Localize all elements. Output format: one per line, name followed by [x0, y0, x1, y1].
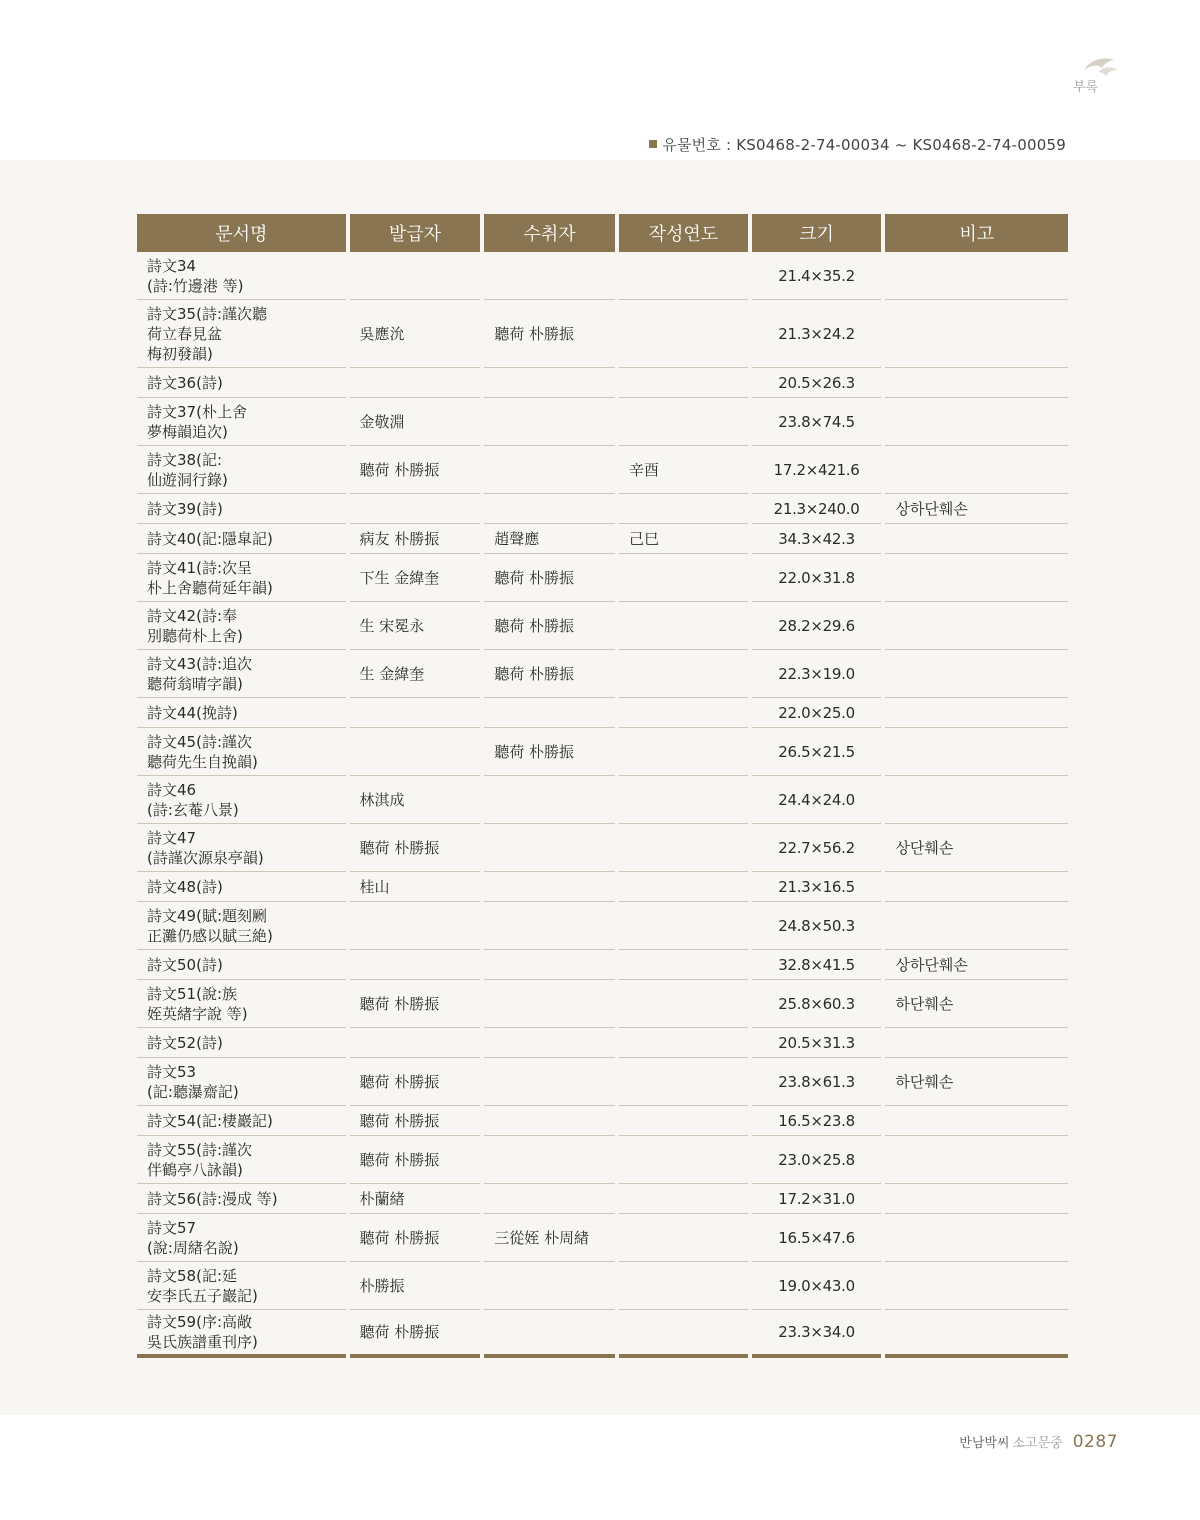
cell-size: 20.5×31.3 [752, 1028, 882, 1058]
cell-note [885, 252, 1068, 300]
cell-issuer [350, 1028, 481, 1058]
cell-size: 21.4×35.2 [752, 252, 882, 300]
table-row [137, 446, 1068, 494]
header-year: 작성연도 [619, 214, 748, 252]
cell-recipient [484, 950, 615, 980]
cell-document-name: 詩文34 (詩:竹邊港 等) [137, 252, 346, 300]
cell-document-name: 詩文58(記:延 安李氏五子巖記) [137, 1262, 346, 1310]
cell-size: 23.3×34.0 [752, 1310, 882, 1358]
table-row [137, 602, 1068, 650]
artifact-id-text: 유물번호 : KS0468-2-74-00034 ~ KS0468-2-74-00059 [662, 136, 1066, 154]
cell-year [619, 950, 748, 980]
cell-year [619, 1106, 748, 1136]
bullet-square-icon [649, 140, 657, 148]
cell-issuer: 林淇成 [350, 776, 481, 824]
cell-document-name: 詩文45(詩:謹次 聽荷先生自挽韻) [137, 728, 346, 776]
cell-recipient [484, 1058, 615, 1106]
cell-issuer: 聽荷 朴勝振 [350, 1106, 481, 1136]
table-row [137, 776, 1068, 824]
cell-document-name: 詩文53 (記:聽瀑齋記) [137, 1058, 346, 1106]
cell-document-name: 詩文38(記: 仙遊洞行錄) [137, 446, 346, 494]
table-row [137, 902, 1068, 950]
cell-document-name: 詩文54(記:棲巖記) [137, 1106, 346, 1136]
cell-issuer [350, 698, 481, 728]
cell-note [885, 398, 1068, 446]
cell-size: 17.2×31.0 [752, 1184, 882, 1214]
cell-year [619, 824, 748, 872]
header-size: 크기 [752, 214, 882, 252]
cell-year [619, 1262, 748, 1310]
cell-document-name: 詩文46 (詩:玄菴八景) [137, 776, 346, 824]
document-table [137, 214, 1068, 1358]
cell-size: 17.2×421.6 [752, 446, 882, 494]
cell-year [619, 602, 748, 650]
table-row [137, 824, 1068, 872]
cell-recipient [484, 368, 615, 398]
header-recipient: 수취자 [484, 214, 615, 252]
cell-recipient [484, 698, 615, 728]
cell-recipient [484, 1106, 615, 1136]
header-note: 비고 [885, 214, 1068, 252]
cell-note: 하단훼손 [885, 1058, 1068, 1106]
cell-issuer: 聽荷 朴勝振 [350, 980, 481, 1028]
cell-recipient: 聽荷 朴勝振 [484, 554, 615, 602]
cell-year [619, 252, 748, 300]
table-row [137, 728, 1068, 776]
bird-logo-icon [1080, 52, 1120, 78]
table-row [137, 1136, 1068, 1184]
cell-year [619, 1058, 748, 1106]
cell-note: 상단훼손 [885, 824, 1068, 872]
cell-size: 24.8×50.3 [752, 902, 882, 950]
table-row [137, 980, 1068, 1028]
cell-note [885, 902, 1068, 950]
cell-recipient [484, 902, 615, 950]
cell-recipient [484, 1262, 615, 1310]
cell-document-name: 詩文52(詩) [137, 1028, 346, 1058]
book-subtitle: 소고문중 [1012, 1436, 1063, 1451]
cell-recipient: 三從姪 朴周緖 [484, 1214, 615, 1262]
book-title: 반남박씨 [959, 1436, 1010, 1451]
cell-document-name: 詩文44(挽詩) [137, 698, 346, 728]
header-issuer: 발급자 [350, 214, 481, 252]
cell-issuer: 生 金緯奎 [350, 650, 481, 698]
cell-size: 24.4×24.0 [752, 776, 882, 824]
cell-size: 25.8×60.3 [752, 980, 882, 1028]
cell-note [885, 524, 1068, 554]
cell-size: 16.5×47.6 [752, 1214, 882, 1262]
cell-size: 21.3×240.0 [752, 494, 882, 524]
cell-issuer: 吳應沇 [350, 300, 481, 368]
cell-document-name: 詩文55(詩:謹次 伴鶴亭八詠韻) [137, 1136, 346, 1184]
table-row [137, 1262, 1068, 1310]
header-document-name: 문서명 [137, 214, 346, 252]
table-row [137, 494, 1068, 524]
cell-issuer [350, 728, 481, 776]
cell-size: 26.5×21.5 [752, 728, 882, 776]
table-row [137, 872, 1068, 902]
artifact-id-range [649, 134, 1066, 155]
cell-size: 23.8×74.5 [752, 398, 882, 446]
cell-year: 辛酉 [619, 446, 748, 494]
cell-document-name: 詩文39(詩) [137, 494, 346, 524]
cell-recipient: 趙聲應 [484, 524, 615, 554]
cell-recipient: 聽荷 朴勝振 [484, 602, 615, 650]
cell-year: 己巳 [619, 524, 748, 554]
cell-note [885, 1136, 1068, 1184]
table-row [137, 524, 1068, 554]
cell-year [619, 300, 748, 368]
cell-document-name: 詩文41(詩:次呈 朴上舍聽荷延年韻) [137, 554, 346, 602]
cell-document-name: 詩文37(朴上舍 夢梅韻追次) [137, 398, 346, 446]
cell-size: 34.3×42.3 [752, 524, 882, 554]
cell-recipient [484, 494, 615, 524]
cell-year [619, 554, 748, 602]
cell-size: 23.8×61.3 [752, 1058, 882, 1106]
cell-year [619, 1214, 748, 1262]
table-row [137, 1310, 1068, 1358]
cell-year [619, 902, 748, 950]
table-row [137, 1214, 1068, 1262]
cell-issuer [350, 494, 481, 524]
cell-issuer [350, 252, 481, 300]
cell-issuer: 生 宋冕永 [350, 602, 481, 650]
cell-note [885, 1262, 1068, 1310]
cell-issuer: 朴勝振 [350, 1262, 481, 1310]
cell-size: 22.0×31.8 [752, 554, 882, 602]
cell-document-name: 詩文42(詩:奉 別聽荷朴上舍) [137, 602, 346, 650]
cell-note [885, 698, 1068, 728]
cell-document-name: 詩文49(賦:題刻劂 正灘仍感以賦三絶) [137, 902, 346, 950]
cell-recipient [484, 872, 615, 902]
table-row [137, 300, 1068, 368]
cell-note [885, 650, 1068, 698]
page-number: 0287 [1072, 1432, 1118, 1452]
cell-year [619, 1028, 748, 1058]
cell-note [885, 368, 1068, 398]
cell-document-name: 詩文36(詩) [137, 368, 346, 398]
cell-document-name: 詩文40(記:隱皐記) [137, 524, 346, 554]
cell-note [885, 872, 1068, 902]
cell-document-name: 詩文47 (詩謹次源泉亭韻) [137, 824, 346, 872]
cell-note [885, 300, 1068, 368]
cell-recipient [484, 1310, 615, 1358]
cell-issuer: 聽荷 朴勝振 [350, 824, 481, 872]
cell-size: 21.3×16.5 [752, 872, 882, 902]
cell-note [885, 554, 1068, 602]
cell-recipient [484, 252, 615, 300]
table-row [137, 252, 1068, 300]
cell-size: 32.8×41.5 [752, 950, 882, 980]
cell-note [885, 1028, 1068, 1058]
cell-note [885, 728, 1068, 776]
cell-note [885, 1214, 1068, 1262]
cell-note: 하단훼손 [885, 980, 1068, 1028]
cell-issuer: 聽荷 朴勝振 [350, 1058, 481, 1106]
cell-size: 16.5×23.8 [752, 1106, 882, 1136]
section-label: 부록 [1073, 80, 1099, 95]
cell-year [619, 398, 748, 446]
cell-recipient [484, 776, 615, 824]
cell-recipient: 聽荷 朴勝振 [484, 650, 615, 698]
table-row [137, 554, 1068, 602]
cell-year [619, 1136, 748, 1184]
cell-year [619, 650, 748, 698]
cell-document-name: 詩文59(序:高敞 吳氏族譜重刊序) [137, 1310, 346, 1358]
cell-issuer: 朴蘭緖 [350, 1184, 481, 1214]
cell-document-name: 詩文50(詩) [137, 950, 346, 980]
cell-document-name: 詩文43(詩:追次 聽荷翁晴字韻) [137, 650, 346, 698]
cell-size: 21.3×24.2 [752, 300, 882, 368]
cell-recipient [484, 980, 615, 1028]
cell-recipient [484, 398, 615, 446]
table-row [137, 368, 1068, 398]
cell-recipient [484, 446, 615, 494]
cell-size: 23.0×25.8 [752, 1136, 882, 1184]
cell-year [619, 368, 748, 398]
cell-note [885, 776, 1068, 824]
cell-document-name: 詩文51(說:族 姪英緖字說 等) [137, 980, 346, 1028]
cell-year [619, 1310, 748, 1358]
cell-recipient [484, 1184, 615, 1214]
cell-year [619, 698, 748, 728]
cell-document-name: 詩文48(詩) [137, 872, 346, 902]
cell-issuer [350, 950, 481, 980]
cell-size: 22.0×25.0 [752, 698, 882, 728]
cell-size: 22.7×56.2 [752, 824, 882, 872]
cell-issuer [350, 368, 481, 398]
table-row [137, 650, 1068, 698]
cell-document-name: 詩文57 (說:周緖名說) [137, 1214, 346, 1262]
cell-size: 20.5×26.3 [752, 368, 882, 398]
table-row [137, 950, 1068, 980]
cell-issuer: 聽荷 朴勝振 [350, 1310, 481, 1358]
cell-note [885, 1310, 1068, 1358]
table-row [137, 398, 1068, 446]
cell-issuer [350, 902, 481, 950]
table-header [137, 214, 1068, 252]
cell-note: 상하단훼손 [885, 494, 1068, 524]
cell-note [885, 1184, 1068, 1214]
cell-recipient: 聽荷 朴勝振 [484, 728, 615, 776]
cell-recipient [484, 1028, 615, 1058]
table-row [137, 1028, 1068, 1058]
cell-note [885, 446, 1068, 494]
cell-year [619, 494, 748, 524]
table-row [137, 698, 1068, 728]
cell-year [619, 872, 748, 902]
table-row [137, 1184, 1068, 1214]
cell-size: 28.2×29.6 [752, 602, 882, 650]
cell-size: 22.3×19.0 [752, 650, 882, 698]
cell-issuer: 聽荷 朴勝振 [350, 446, 481, 494]
cell-issuer: 聽荷 朴勝振 [350, 1136, 481, 1184]
cell-note: 상하단훼손 [885, 950, 1068, 980]
cell-note [885, 1106, 1068, 1136]
cell-issuer: 聽荷 朴勝振 [350, 1214, 481, 1262]
cell-issuer: 病友 朴勝振 [350, 524, 481, 554]
cell-size: 19.0×43.0 [752, 1262, 882, 1310]
cell-year [619, 980, 748, 1028]
page-footer [959, 1432, 1118, 1452]
cell-year [619, 776, 748, 824]
cell-issuer: 金敬淵 [350, 398, 481, 446]
cell-issuer: 下生 金緯奎 [350, 554, 481, 602]
cell-recipient: 聽荷 朴勝振 [484, 300, 615, 368]
table-body [137, 252, 1068, 1358]
cell-year [619, 728, 748, 776]
cell-recipient [484, 1136, 615, 1184]
table-row [137, 1106, 1068, 1136]
cell-note [885, 602, 1068, 650]
cell-year [619, 1184, 748, 1214]
cell-recipient [484, 824, 615, 872]
table-row [137, 1058, 1068, 1106]
cell-issuer: 桂山 [350, 872, 481, 902]
cell-document-name: 詩文35(詩:謹次聽 荷立春見盆 梅初發韻) [137, 300, 346, 368]
cell-document-name: 詩文56(詩:漫成 等) [137, 1184, 346, 1214]
